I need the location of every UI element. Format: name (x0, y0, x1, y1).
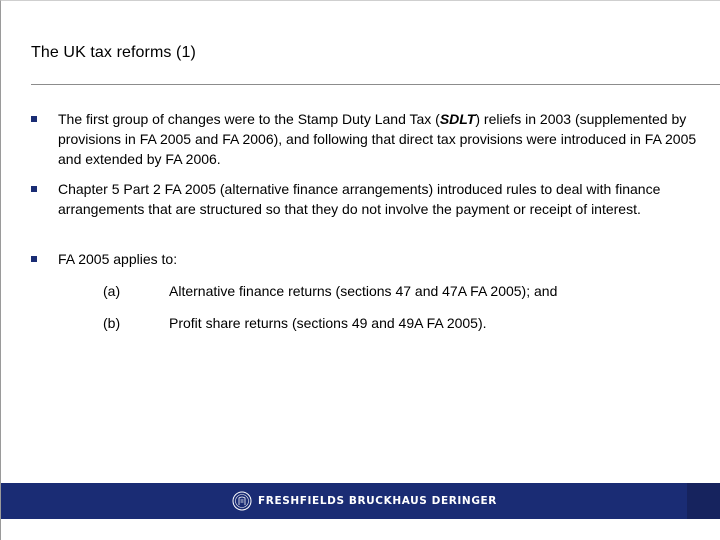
sub-item-text: Profit share returns (sections 49 and 49A FA 2005). (169, 315, 487, 331)
sub-item-label: (b) (103, 315, 121, 331)
title-divider (31, 84, 720, 85)
slide-title: The UK tax reforms (1) (31, 44, 196, 61)
freshfields-seal-icon (232, 491, 252, 511)
square-bullet-icon (31, 186, 37, 192)
sdlt-abbreviation: SDLT (439, 111, 476, 127)
square-bullet-icon (31, 116, 37, 122)
sub-item-label: (a) (103, 283, 121, 299)
footer-corner-block (687, 483, 720, 519)
footer-bar (1, 483, 720, 519)
bullet-text: Chapter 5 Part 2 FA 2005 (alternative finance arrangements) introduced rules to deal with finance arrangements that are structured so that they do not involve the payment or receipt of interest. (58, 181, 661, 217)
company-logo (232, 491, 497, 511)
sub-item-text: Alternative finance returns (sections 47 and 47A FA 2005); and (169, 283, 558, 299)
bullet-text (58, 109, 698, 169)
bullet-text: FA 2005 applies to: (58, 251, 178, 267)
logo-text: FRESHFIELDS BRUCKHAUS DERINGER (258, 495, 497, 507)
bullet-text-part: The first group of changes were to the Stamp Duty Land Tax ( (58, 111, 440, 127)
bullet-text-part: ) reliefs in 2003 (supplemented by provisions in FA 2005 and FA 2006), and following that direct tax provisions were introduced in FA 2005 and extended by FA 2006. (58, 111, 697, 167)
square-bullet-icon (31, 256, 37, 262)
